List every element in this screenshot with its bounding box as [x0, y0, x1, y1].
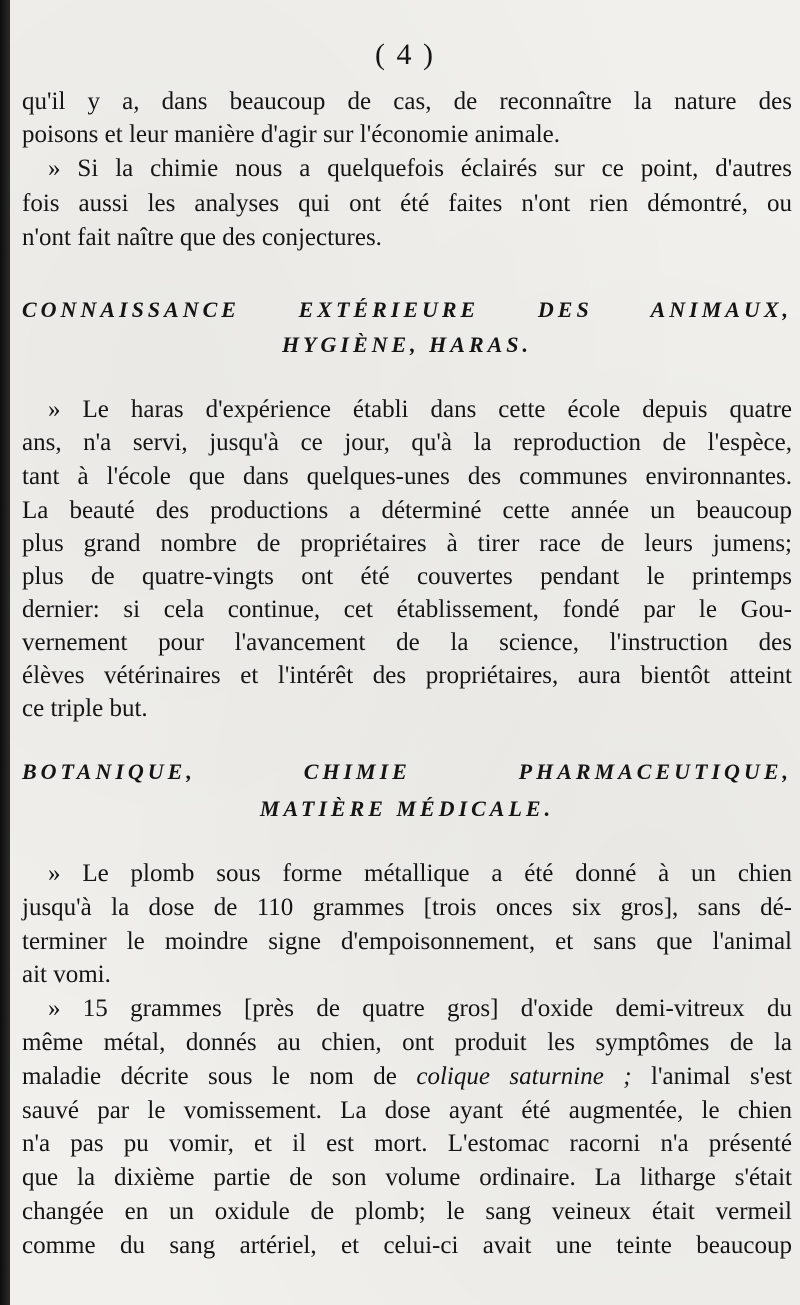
- text-line: élèves vétérinaires et l'intérêt des propriétaires, aura bientôt atteint: [22, 662, 792, 689]
- text-line: comme du sang artériel, et celui-ci avait une teinte beaucoup: [22, 1232, 792, 1259]
- text-line: n'a pas pu vomir, et il est mort. L'estomac racorni n'a présenté: [22, 1130, 792, 1157]
- text-line: n'ont fait naître que des conjectures.: [22, 224, 382, 251]
- text-line: vernement pour l'avancement de la science, l'instruction des: [22, 629, 792, 656]
- page-gutter-shadow: [0, 0, 10, 1305]
- section-heading-connaissance: CONNAISSANCE EXTÉRIEURE DES ANIMAUX,: [22, 297, 792, 322]
- text-line: » Si la chimie nous a quelquefois éclairés sur ce point, d'autres: [48, 155, 792, 182]
- text-line: plus de quatre-vingts ont été couvertes pendant le printemps: [22, 563, 792, 590]
- text-line: fois aussi les analyses qui ont été faites n'ont rien démontré, ou: [22, 190, 792, 217]
- text-line: » Le plomb sous forme métallique a été donné à un chien: [48, 860, 792, 887]
- text-line: » Le haras d'expérience établi dans cette école depuis quatre: [48, 396, 792, 423]
- text-line-colique: [22, 1061, 792, 1093]
- text-line: même métal, donnés au chien, ont produit les symptômes de la: [22, 1029, 792, 1056]
- text-line: jusqu'à la dose de 110 grammes [trois onces six gros], sans dé-: [22, 894, 792, 921]
- text-line: ait vomi.: [22, 961, 111, 988]
- text-line: » 15 grammes [près de quatre gros] d'oxide demi-vitreux du: [48, 995, 792, 1022]
- text-line: changée en un oxidule de plomb; le sang veineux était vermeil: [22, 1198, 792, 1225]
- text-line: ans, n'a servi, jusqu'à ce jour, qu'à la reproduction de l'espèce,: [22, 429, 792, 456]
- text-line: sauvé par le vomissement. La dose ayant été augmentée, le chien: [22, 1097, 792, 1124]
- text-line: qu'il y a, dans beaucoup de cas, de reconnaître la nature des: [22, 88, 792, 115]
- text-line: ce triple but.: [22, 695, 148, 722]
- text-segment: l'animal s'est: [631, 1063, 792, 1090]
- section-subheading-matiere-medicale: MATIÈRE MÉDICALE.: [259, 796, 555, 821]
- text-line: tant à l'école que dans quelques-unes des communes environnantes.: [22, 463, 792, 490]
- page-number: ( 4 ): [375, 38, 435, 71]
- text-line: terminer le moindre signe d'empoisonnement, et sans que l'animal: [22, 928, 792, 955]
- text-line: dernier: si cela continue, cet établissement, fondé par le Gou-: [22, 596, 792, 623]
- text-line: La beauté des productions a déterminé cette année un beaucoup: [22, 497, 792, 524]
- text-segment: maladie décrite sous le nom de: [22, 1063, 417, 1090]
- text-line: que la dixième partie de son volume ordinaire. La litharge s'était: [22, 1164, 792, 1191]
- section-heading-botanique: BOTANIQUE, CHIMIE PHARMACEUTIQUE,: [22, 759, 792, 784]
- book-page: [10, 0, 800, 1305]
- section-subheading-hygiene: HYGIÈNE, HARAS.: [281, 332, 533, 357]
- italic-term-colique-saturnine: colique saturnine ;: [416, 1063, 632, 1090]
- text-line: poisons et leur manière d'agir sur l'économie animale.: [22, 121, 561, 148]
- text-line: plus grand nombre de propriétaires à tirer race de leurs jumens;: [22, 530, 792, 557]
